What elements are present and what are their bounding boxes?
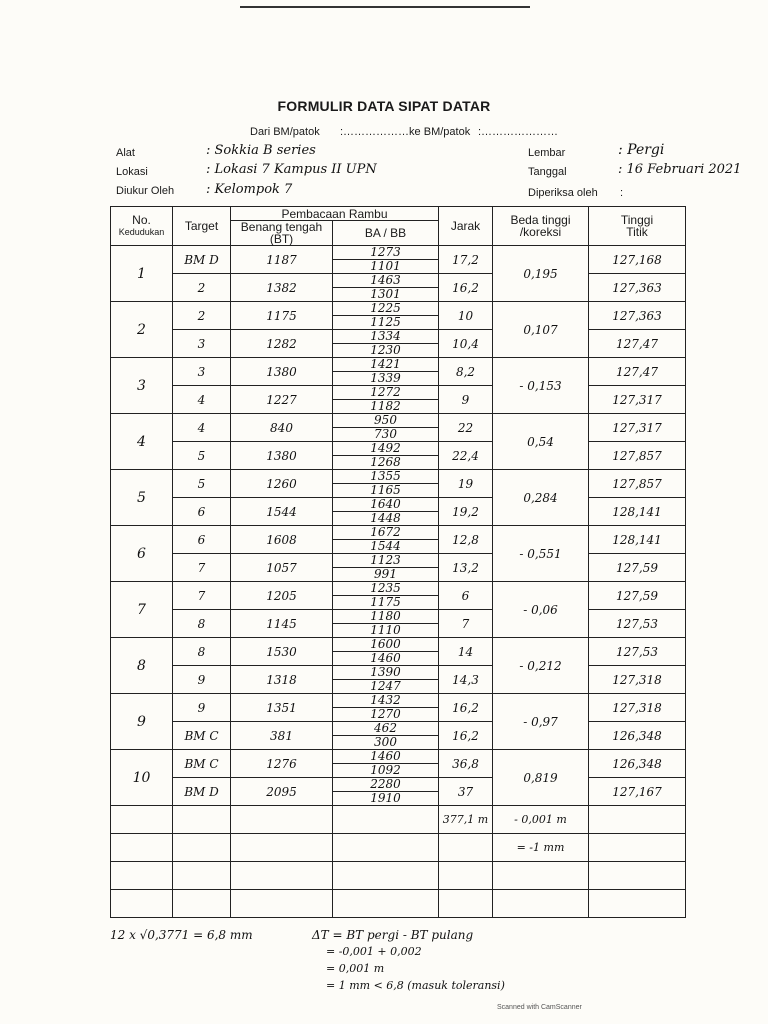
total-beda: = -1 mm: [493, 834, 589, 862]
ba-bb-cell: [333, 526, 439, 554]
bt-cell: 1318: [231, 666, 333, 694]
leveling-table: [110, 206, 686, 918]
target-cell: 4: [173, 414, 231, 442]
tinggi-cell: 127,168: [589, 246, 686, 274]
table-row: [111, 610, 686, 638]
tinggi-cell: 126,348: [589, 722, 686, 750]
bt-cell: 1187: [231, 246, 333, 274]
delta-step-1: = -0,001 + 0,002: [326, 945, 422, 958]
target-cell: 3: [173, 330, 231, 358]
bb-value: 1175: [370, 595, 401, 609]
summary-cell: [231, 806, 333, 834]
bt-cell: 2095: [231, 778, 333, 806]
tolerance-formula: 12 x √0,3771 = 6,8 mm: [110, 928, 253, 942]
ba-bb-cell: [333, 610, 439, 638]
tanggal-label: Tanggal: [528, 166, 567, 178]
bb-value: 1125: [370, 315, 401, 329]
target-cell: 6: [173, 498, 231, 526]
summary-cell: [493, 890, 589, 918]
ba-bb-cell: [333, 358, 439, 386]
bb-value: 1544: [370, 539, 401, 553]
table-row: [111, 554, 686, 582]
summary-cell: [589, 806, 686, 834]
jarak-cell: 16,2: [439, 274, 493, 302]
table-row: [111, 638, 686, 666]
tinggi-cell: 127,857: [589, 470, 686, 498]
bt-cell: 1530: [231, 638, 333, 666]
diperiksa-label: Diperiksa oleh: [528, 187, 598, 199]
bb-value: 1460: [370, 651, 401, 665]
alat-label: Alat: [116, 147, 135, 159]
station-number: 6: [111, 526, 173, 582]
bt-cell: 1351: [231, 694, 333, 722]
summary-cell: [493, 862, 589, 890]
tanggal-value: : 16 Februari 2021: [618, 162, 742, 177]
jarak-cell: 36,8: [439, 750, 493, 778]
summary-cell: [333, 862, 439, 890]
ba-value: 2280: [333, 778, 438, 792]
bt-cell: 840: [231, 414, 333, 442]
table-row: [111, 386, 686, 414]
bb-value: 1230: [370, 343, 401, 357]
jarak-cell: 16,2: [439, 722, 493, 750]
bt-cell: 1057: [231, 554, 333, 582]
station-number: 3: [111, 358, 173, 414]
bt-cell: 1282: [231, 330, 333, 358]
summary-cell: [333, 834, 439, 862]
header-pembacaan: Pembacaan Rambu: [231, 207, 439, 221]
summary-cell: [589, 834, 686, 862]
bb-value: 1448: [370, 511, 401, 525]
jarak-cell: 19: [439, 470, 493, 498]
summary-cell: [439, 890, 493, 918]
ba-bb-cell: [333, 778, 439, 806]
jarak-cell: 6: [439, 582, 493, 610]
total-jarak: 377,1 m: [439, 806, 493, 834]
target-cell: 2: [173, 274, 231, 302]
beda-cell: - 0,551: [493, 526, 589, 582]
table-row: [111, 274, 686, 302]
target-cell: 7: [173, 582, 231, 610]
summary-row: [111, 806, 686, 834]
beda-cell: 0,284: [493, 470, 589, 526]
scanner-watermark: Scanned with CamScanner: [497, 1004, 582, 1011]
beda-cell: - 0,153: [493, 358, 589, 414]
station-number: 2: [111, 302, 173, 358]
summary-row: [111, 890, 686, 918]
ba-bb-cell: [333, 722, 439, 750]
tinggi-cell: 128,141: [589, 526, 686, 554]
bb-value: 1301: [370, 287, 401, 301]
station-number: 5: [111, 470, 173, 526]
table-row: [111, 498, 686, 526]
diukur-label: Diukur Oleh: [116, 185, 175, 197]
target-cell: 3: [173, 358, 231, 386]
summary-cell: [589, 862, 686, 890]
table-row: [111, 330, 686, 358]
ba-bb-cell: [333, 750, 439, 778]
summary-row: [111, 834, 686, 862]
header-beda: Beda tinggi /koreksi: [493, 207, 589, 246]
jarak-cell: 14,3: [439, 666, 493, 694]
target-cell: BM D: [173, 246, 231, 274]
jarak-cell: 14: [439, 638, 493, 666]
tinggi-cell: 127,318: [589, 666, 686, 694]
tinggi-cell: 127,317: [589, 386, 686, 414]
target-cell: 4: [173, 386, 231, 414]
station-number: 1: [111, 246, 173, 302]
summary-cell: [111, 806, 173, 834]
table-row: [111, 246, 686, 274]
target-cell: 9: [173, 666, 231, 694]
table-row: [111, 442, 686, 470]
jarak-cell: 16,2: [439, 694, 493, 722]
ba-value: 1225: [333, 302, 438, 316]
table-row: [111, 470, 686, 498]
table-row: [111, 778, 686, 806]
delta-step-2: = 0,001 m: [326, 962, 385, 975]
station-number: 10: [111, 750, 173, 806]
target-cell: 8: [173, 638, 231, 666]
ke-dots: :…………………: [478, 126, 559, 138]
ba-bb-cell: [333, 582, 439, 610]
tinggi-cell: 128,141: [589, 498, 686, 526]
jarak-cell: 12,8: [439, 526, 493, 554]
bb-value: 730: [374, 427, 397, 441]
delta-step-3: = 1 mm < 6,8 (masuk toleransi): [326, 979, 505, 992]
table-row: [111, 750, 686, 778]
tinggi-cell: 127,53: [589, 638, 686, 666]
beda-cell: 0,195: [493, 246, 589, 302]
ba-value: 1235: [333, 582, 438, 596]
bb-value: 1339: [370, 371, 401, 385]
ba-bb-cell: [333, 498, 439, 526]
target-cell: BM D: [173, 778, 231, 806]
table-row: [111, 582, 686, 610]
summary-cell: [439, 834, 493, 862]
beda-cell: - 0,97: [493, 694, 589, 750]
ba-bb-cell: [333, 638, 439, 666]
summary-cell: [333, 806, 439, 834]
station-number: 7: [111, 582, 173, 638]
header-babb: BA / BB: [333, 221, 439, 246]
ba-value: 1272: [333, 386, 438, 400]
header-jarak: Jarak: [439, 207, 493, 246]
bb-value: 300: [374, 735, 397, 749]
diperiksa-value: :: [620, 187, 624, 199]
jarak-cell: 8,2: [439, 358, 493, 386]
ba-bb-cell: [333, 414, 439, 442]
target-cell: 2: [173, 302, 231, 330]
ba-bb-cell: [333, 554, 439, 582]
summary-cell: [439, 862, 493, 890]
tinggi-cell: 127,59: [589, 554, 686, 582]
jarak-cell: 17,2: [439, 246, 493, 274]
ba-bb-cell: [333, 246, 439, 274]
tinggi-cell: 127,53: [589, 610, 686, 638]
ba-bb-cell: [333, 694, 439, 722]
ba-value: 1432: [333, 694, 438, 708]
ba-value: 462: [333, 722, 438, 736]
dari-dots: :………………ke BM/patok: [340, 126, 471, 138]
tinggi-cell: 127,363: [589, 274, 686, 302]
ba-value: 1355: [333, 470, 438, 484]
page-top-edge: [240, 0, 530, 8]
ba-value: 1390: [333, 666, 438, 680]
ba-value: 1672: [333, 526, 438, 540]
table-row: [111, 526, 686, 554]
table-row: [111, 358, 686, 386]
summary-cell: [173, 890, 231, 918]
header-no: No. Kedudukan: [111, 207, 173, 246]
summary-cell: [231, 862, 333, 890]
header-bt: Benang tengah (BT): [231, 221, 333, 246]
ba-value: 1600: [333, 638, 438, 652]
tinggi-cell: 127,857: [589, 442, 686, 470]
bb-value: 1101: [370, 259, 401, 273]
tinggi-cell: 127,47: [589, 358, 686, 386]
bt-cell: 1145: [231, 610, 333, 638]
beda-cell: 0,54: [493, 414, 589, 470]
ba-value: 1460: [333, 750, 438, 764]
ba-bb-cell: [333, 386, 439, 414]
beda-cell: - 0,06: [493, 582, 589, 638]
target-cell: 6: [173, 526, 231, 554]
ba-value: 1421: [333, 358, 438, 372]
table-row: [111, 722, 686, 750]
beda-cell: 0,819: [493, 750, 589, 806]
tinggi-cell: 126,348: [589, 750, 686, 778]
total-beda: - 0,001 m: [493, 806, 589, 834]
ba-bb-cell: [333, 274, 439, 302]
bt-cell: 1205: [231, 582, 333, 610]
bt-cell: 1175: [231, 302, 333, 330]
bb-value: 1110: [370, 623, 401, 637]
table-row: [111, 666, 686, 694]
ba-bb-cell: [333, 666, 439, 694]
target-cell: BM C: [173, 722, 231, 750]
jarak-cell: 13,2: [439, 554, 493, 582]
target-cell: 9: [173, 694, 231, 722]
bb-value: 1247: [370, 679, 401, 693]
jarak-cell: 19,2: [439, 498, 493, 526]
tinggi-cell: 127,318: [589, 694, 686, 722]
header-tinggi: Tinggi Titik: [589, 207, 686, 246]
bb-value: 1270: [370, 707, 401, 721]
bb-value: 1165: [370, 483, 401, 497]
ba-value: 1463: [333, 274, 438, 288]
target-cell: BM C: [173, 750, 231, 778]
summary-cell: [111, 890, 173, 918]
jarak-cell: 37: [439, 778, 493, 806]
bb-value: 1092: [370, 763, 401, 777]
bb-value: 991: [374, 567, 397, 581]
summary-cell: [173, 834, 231, 862]
target-cell: 5: [173, 470, 231, 498]
ba-value: 1492: [333, 442, 438, 456]
ba-bb-cell: [333, 470, 439, 498]
target-cell: 8: [173, 610, 231, 638]
tinggi-cell: 127,317: [589, 414, 686, 442]
bb-value: 1268: [370, 455, 401, 469]
bt-cell: 1380: [231, 442, 333, 470]
summary-cell: [589, 890, 686, 918]
station-number: 4: [111, 414, 173, 470]
summary-cell: [111, 834, 173, 862]
dari-label: Dari BM/patok: [250, 126, 320, 138]
jarak-cell: 10,4: [439, 330, 493, 358]
diukur-value: : Kelompok 7: [206, 182, 293, 197]
summary-cell: [111, 862, 173, 890]
bb-value: 1182: [370, 399, 401, 413]
beda-cell: - 0,212: [493, 638, 589, 694]
ba-bb-cell: [333, 330, 439, 358]
bb-value: 1910: [370, 791, 401, 805]
station-number: 9: [111, 694, 173, 750]
delta-formula: ΔT = BT pergi - BT pulang: [312, 928, 474, 942]
ba-value: 1334: [333, 330, 438, 344]
bt-cell: 381: [231, 722, 333, 750]
ba-value: 950: [333, 414, 438, 428]
bt-cell: 1276: [231, 750, 333, 778]
table-row: [111, 414, 686, 442]
ba-bb-cell: [333, 442, 439, 470]
jarak-cell: 22,4: [439, 442, 493, 470]
jarak-cell: 7: [439, 610, 493, 638]
jarak-cell: 22: [439, 414, 493, 442]
table-row: [111, 302, 686, 330]
summary-cell: [173, 862, 231, 890]
alat-value: : Sokkia B series: [206, 143, 316, 158]
summary-row: [111, 862, 686, 890]
summary-cell: [333, 890, 439, 918]
target-cell: 5: [173, 442, 231, 470]
bt-cell: 1380: [231, 358, 333, 386]
bt-cell: 1382: [231, 274, 333, 302]
jarak-cell: 10: [439, 302, 493, 330]
ba-value: 1180: [333, 610, 438, 624]
station-number: 8: [111, 638, 173, 694]
target-cell: 7: [173, 554, 231, 582]
tinggi-cell: 127,47: [589, 330, 686, 358]
ba-value: 1123: [333, 554, 438, 568]
beda-cell: 0,107: [493, 302, 589, 358]
jarak-cell: 9: [439, 386, 493, 414]
bt-cell: 1260: [231, 470, 333, 498]
tinggi-cell: 127,167: [589, 778, 686, 806]
ba-value: 1640: [333, 498, 438, 512]
table-row: [111, 694, 686, 722]
summary-cell: [173, 806, 231, 834]
summary-cell: [231, 834, 333, 862]
bt-cell: 1544: [231, 498, 333, 526]
tinggi-cell: 127,59: [589, 582, 686, 610]
ba-value: 1273: [333, 246, 438, 260]
lokasi-value: : Lokasi 7 Kampus II UPN: [206, 162, 377, 177]
form-title: FORMULIR DATA SIPAT DATAR: [277, 98, 491, 114]
lembar-value: : Pergi: [618, 142, 665, 158]
summary-cell: [231, 890, 333, 918]
header-target: Target: [173, 207, 231, 246]
bt-cell: 1227: [231, 386, 333, 414]
bt-cell: 1608: [231, 526, 333, 554]
ba-bb-cell: [333, 302, 439, 330]
lembar-label: Lembar: [528, 147, 566, 159]
lokasi-label: Lokasi: [116, 166, 148, 178]
tinggi-cell: 127,363: [589, 302, 686, 330]
